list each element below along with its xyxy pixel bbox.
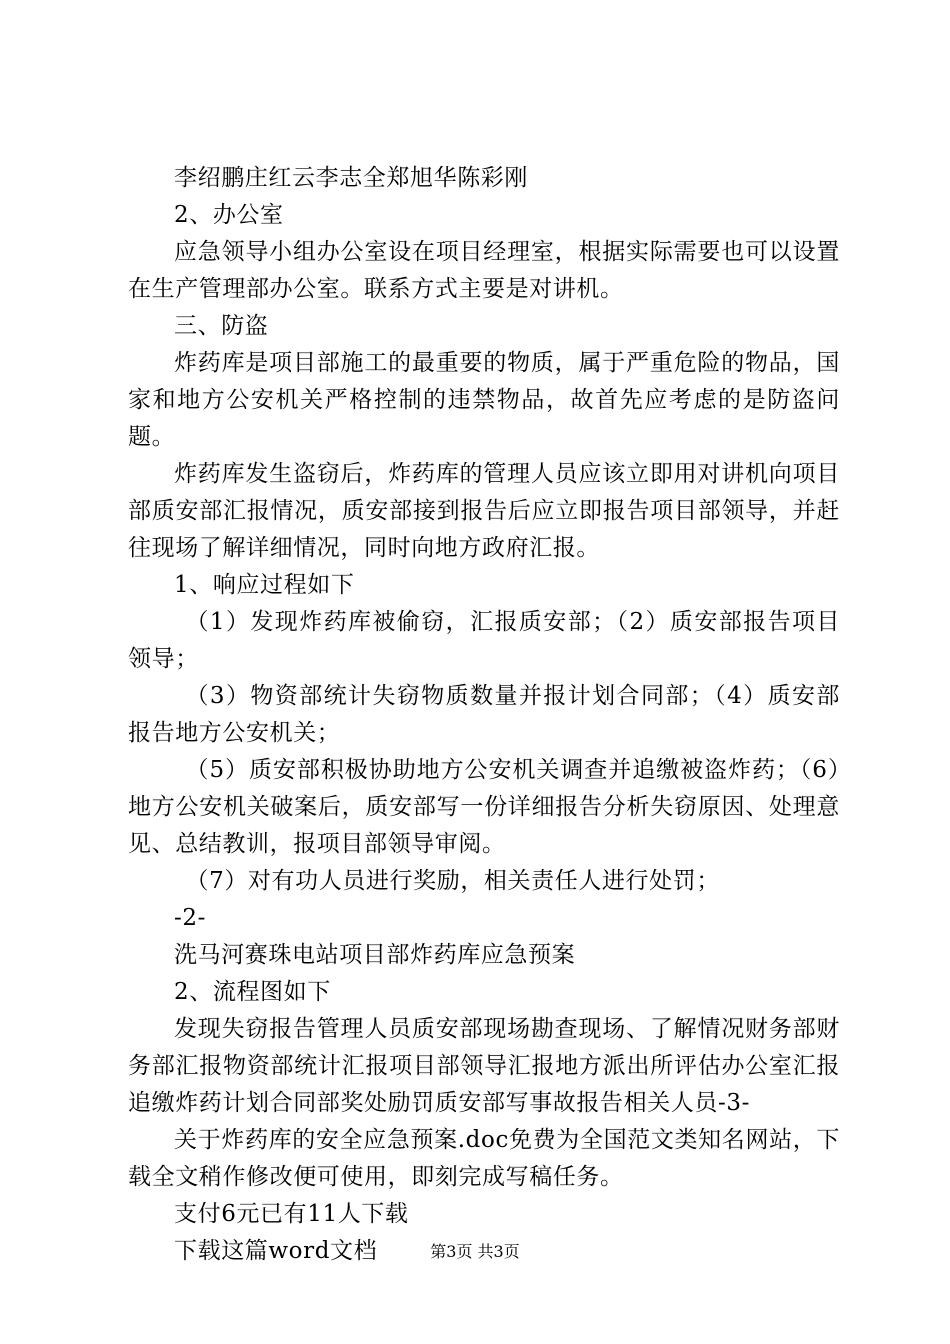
payment-info: 支付6元已有11人下载 bbox=[174, 1201, 409, 1227]
list-item-step-1-2: （1）发现炸药库被偷窃，汇报质安部；（2）质安部报告项目领导； bbox=[128, 609, 840, 672]
document-subtitle: 洗马河赛珠电站项目部炸药库应急预案 bbox=[174, 942, 576, 968]
heading-theft-prevention: 三、防盗 bbox=[174, 313, 269, 339]
heading-response-process: 1、响应过程如下 bbox=[174, 572, 355, 598]
list-item-step-3-4: （3）物资部统计失窃物质数量并报计划合同部；（4）质安部报告地方公安机关； bbox=[128, 683, 840, 746]
paragraph-office: 应急领导小组办公室设在项目经理室，根据实际需要也可以设置在生产管理部办公室。联系方式主要是对讲机。 bbox=[128, 239, 840, 302]
page-number: 第3页 共3页 bbox=[430, 1242, 520, 1261]
page-footer bbox=[0, 1242, 950, 1262]
paragraph-theft-response: 炸药库发生盗窃后，炸药库的管理人员应该立即用对讲机向项目部质安部汇报情况，质安部接到报告后应立即报告项目部领导，并赶往现场了解详细情况，同时向地方政府汇报。 bbox=[128, 461, 840, 561]
paragraph-explosives-importance: 炸药库是项目部施工的最重要的物质，属于严重危险的物品，国家和地方公安机关严格控制的违禁物品，故首先应考虑的是防盗问题。 bbox=[128, 350, 840, 450]
download-link[interactable]: 下载这篇word文档 bbox=[174, 1238, 378, 1264]
paragraph-download-notice: 关于炸药库的安全应急预案.doc免费为全国范文类知名网站，下载全文稍作修改便可使用，即刻完成写稿任务。 bbox=[128, 1127, 840, 1190]
paragraph-flowchart-text: 发现失窃报告管理人员质安部现场勘查现场、了解情况财务部财务部汇报物资部统计汇报项目部领导汇报地方派出所评估办公室汇报追缴炸药计划合同部奖处励罚质安部写事故报告相关人员-3- bbox=[128, 1016, 840, 1116]
heading-flowchart: 2、流程图如下 bbox=[174, 979, 331, 1005]
heading-office: 2、办公室 bbox=[174, 202, 284, 228]
list-item-step-7: （7）对有功人员进行奖励，相关责任人进行处罚； bbox=[185, 868, 720, 894]
page-marker-2: -2- bbox=[174, 905, 206, 931]
document-body bbox=[128, 160, 840, 1270]
list-item-step-5-6: （5）质安部积极协助地方公安机关调查并追缴被盗炸药；（6）地方公安机关破案后，质安部写一份详细报告分析失窃原因、处理意见、总结教训，报项目部领导审阅。 bbox=[128, 757, 840, 857]
paragraph-names: 李绍鹏庄红云李志全郑旭华陈彩刚 bbox=[174, 165, 528, 191]
